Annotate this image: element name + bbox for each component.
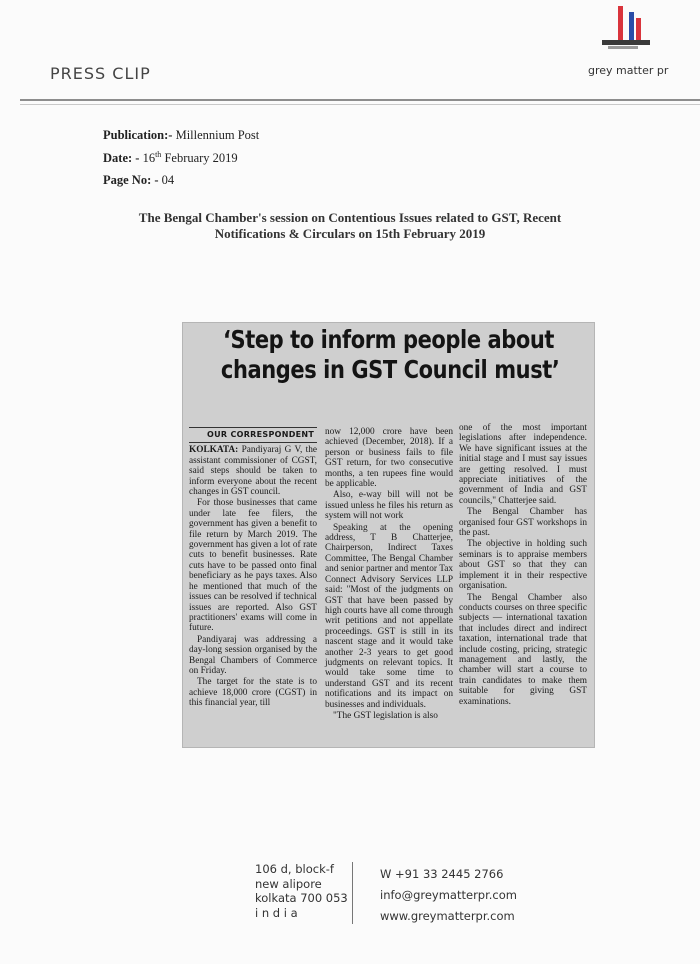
address-line: 106 d, block-f bbox=[255, 862, 334, 876]
page-label: Page No: - bbox=[103, 173, 159, 187]
brand-name: grey matter pr bbox=[588, 64, 669, 77]
dateline: KOLKATA: bbox=[189, 445, 239, 456]
article-paragraph: The Bengal Chamber has organised four GST workshops in the past. bbox=[459, 507, 587, 539]
newspaper-clipping bbox=[182, 322, 595, 748]
article-title-line-1: ‘Step to inform people about bbox=[222, 325, 555, 354]
article-column-3 bbox=[459, 423, 587, 708]
date-line bbox=[103, 150, 238, 166]
date-suffix: th bbox=[155, 150, 162, 159]
article-column-1 bbox=[189, 427, 317, 710]
footer-address bbox=[255, 862, 348, 920]
address-line: i n d i a bbox=[255, 905, 298, 920]
phone-number: W +91 33 2445 2766 bbox=[380, 867, 504, 881]
page-value: 04 bbox=[161, 173, 175, 187]
email-link[interactable]: info@greymatterpr.com bbox=[380, 888, 517, 902]
press-clip-label: PRESS CLIP bbox=[50, 64, 151, 83]
clip-headline bbox=[110, 210, 590, 242]
date-rest: February 2019 bbox=[164, 151, 238, 166]
article-paragraph: Speaking at the opening address, T B Chatterjee, Chairperson, Indirect Taxes Committee, The Bengal Chamber and senior partner and mentor Tax Connect Advisory Services LLP said: "Most of the judgments on GST that have been passed by high courts have all come through writ petitions and not appellate proceedings. GST is still in its nascent stage and it would take another 2-3 years to get good judgments on relevant topics. It would take some time to understand GST and its recent notifications and its impact on businesses and individuals. bbox=[325, 522, 453, 710]
footer-contact bbox=[380, 864, 517, 927]
header-rule bbox=[20, 99, 700, 101]
address-line: new alipore bbox=[255, 876, 322, 891]
publication-label: Publication:- bbox=[103, 128, 173, 142]
article-paragraph bbox=[189, 445, 317, 497]
date-day: 16 bbox=[142, 151, 156, 166]
footer-divider bbox=[352, 862, 353, 924]
headline-line-2: Notifications & Circulars on 15th February 2019 bbox=[214, 226, 486, 241]
article-title bbox=[220, 325, 560, 385]
paragraph-text: Pandiyaraj G V, the assistant commissioner of CGST, said steps should be taken to inform everyone about the recent changes in GST council. bbox=[189, 445, 317, 498]
article-paragraph: The objective in holding such seminars is to appraise members about GST so that they can implement it in their respective organisation. bbox=[459, 539, 587, 592]
byline: OUR CORRESPONDENT bbox=[189, 427, 317, 443]
grey-matter-logo-icon bbox=[598, 4, 654, 58]
publication-value: Millennium Post bbox=[175, 128, 260, 142]
article-paragraph: now 12,000 crore have been achieved (December, 2018). If a person or business fails to file GST return, for two consecutive months, a ten rupees fine would be applicable. bbox=[325, 427, 453, 490]
article-title-line-2: changes in GST Council must’ bbox=[220, 355, 560, 384]
headline-line-1: The Bengal Chamber's session on Contentious Issues related to GST, Recent bbox=[138, 210, 562, 225]
header-rule-thin bbox=[20, 104, 700, 105]
article-column-2 bbox=[325, 427, 453, 722]
article-paragraph: Pandiyaraj was addressing a day-long session organised by the Bengal Chambers of Commerce on Friday. bbox=[189, 634, 317, 676]
article-paragraph: The target for the state is to achieve 18,000 crore (CGST) in this financial year, till bbox=[189, 677, 317, 709]
article-paragraph: Also, e-way bill will not be issued unless he files his return as system will not work bbox=[325, 490, 453, 522]
website-link[interactable]: www.greymatterpr.com bbox=[380, 909, 515, 923]
article-paragraph: "The GST legislation is also bbox=[333, 710, 438, 721]
date-label: Date: - bbox=[103, 151, 140, 166]
page-line bbox=[103, 173, 174, 188]
article-paragraph: The Bengal Chamber also conducts courses on three specific subjects — international taxation that includes direct and indirect taxation, international trade that include costing, pricing, strategic management and lastly, the chamber will start a course to train candidates to make them suitable for giving GST examinations. bbox=[459, 592, 587, 707]
publication-line bbox=[103, 128, 259, 143]
address-line: kolkata 700 053 bbox=[255, 891, 348, 905]
article-paragraph: one of the most important legislations after independence. We have significant issues at the initial stage and I must say issues are getting resolved. I must appreciate initiatives of the government of India and GST councils," Chatterjee said. bbox=[459, 423, 587, 506]
article-paragraph: For those businesses that came under late fee filers, the government has given a benefit to file return by March 2019. The government has given a lot of rate cuts to benefit businesses. Rate cuts have to be passed onto final beneficiary as he pays taxes. Also he mentioned that much of the issues can be resolved if technical issues are reported. Also GST practitioners' exams will come in future. bbox=[189, 498, 317, 634]
